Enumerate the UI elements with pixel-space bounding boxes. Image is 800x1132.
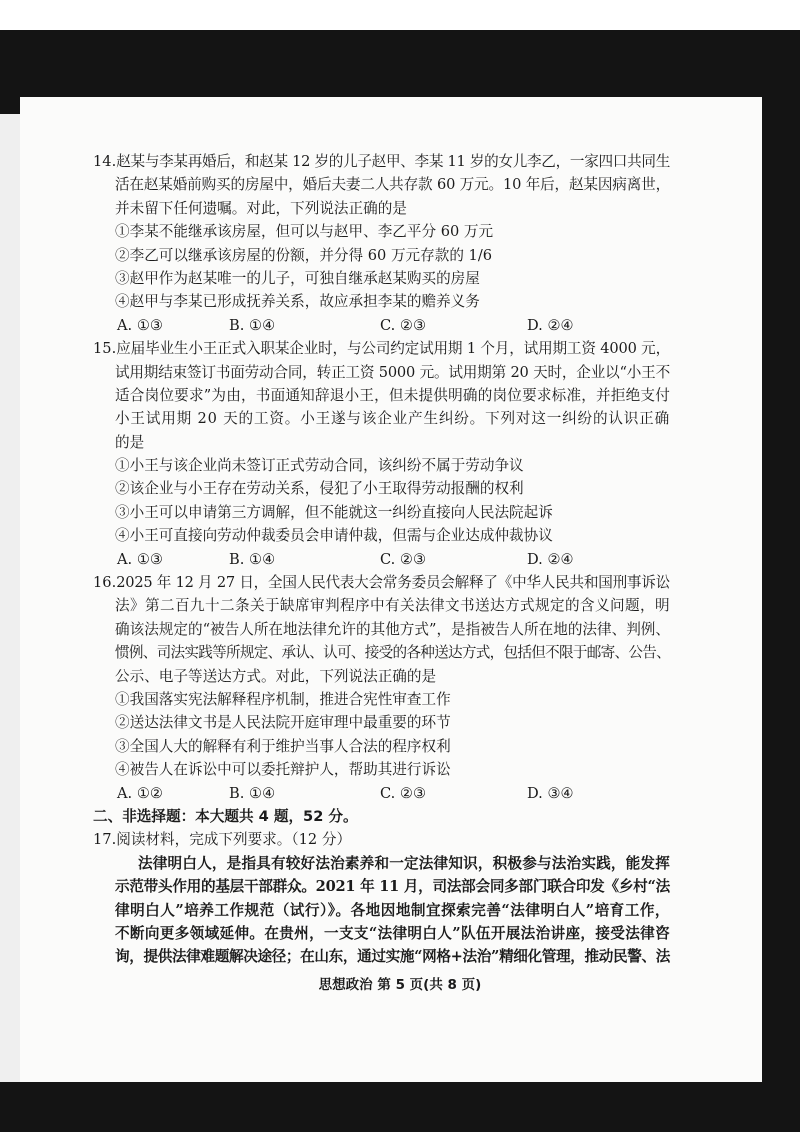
statement-text: ①李某不能继承该房屋，但可以与赵甲、李乙平分 60 万元 [115,223,494,241]
question-14 [93,150,670,337]
material-line [93,922,670,945]
statement-text: ②送达法律文书是人民法院开庭审理中最重要的环节 [115,714,451,732]
statement-text: ④小王可直接向劳动仲裁委员会申请仲裁，但需与企业达成仲裁协议 [115,527,553,545]
answer-choice-b: B. ①④ [229,550,276,568]
scan-border-right [762,30,800,1132]
answer-choices-row [93,782,670,805]
question-stem-line [93,594,670,617]
question-stem-line [93,641,670,664]
answer-choices-row [93,548,670,571]
scan-border-top [0,30,800,97]
question-stem-text: 并未留下任何遗嘱。对此，下列说法正确的是 [115,199,407,217]
material-text: 不断向更多领域延伸。在贵州，一支支“法律明白人”队伍开展法治讲座，接受法律咨 [115,924,670,942]
question-stem-text: 活在赵某婚前购买的房屋中，婚后夫妻二人共存款 60 万元。10 年后，赵某因病离世， [115,176,670,194]
question-stem-line [93,571,670,594]
question-number: 14. [93,153,117,170]
page-footer: 思想政治 第 5 页(共 8 页) [318,977,482,993]
question-15 [93,337,670,571]
material-line [93,852,670,875]
answer-choice-c: C. ②③ [380,316,427,334]
answer-choice-d: D. ②④ [527,550,574,568]
material-line [93,875,670,898]
question-stem-text: 赵某与李某再婚后，和赵某 12 岁的儿子赵甲、李某 11 岁的女儿李乙，一家四口共同生 [116,153,670,170]
statement-text: ④赵甲与李某已形成抚养关系，故应承担李某的赡养义务 [115,293,480,311]
question-number: 15. [93,340,117,358]
question-stem-text: 小王试用期 20 天的工资。小王遂与该企业产生纠纷。下列对这一纠纷的认识正确 [115,410,670,428]
material-line [93,945,670,968]
statement-text: ①我国落实宪法解释程序机制，推进合宪性审查工作 [115,690,451,708]
exam-content [93,150,670,969]
multiple-choice-questions [93,150,670,805]
material-line [93,899,670,922]
answer-choice-b: B. ①④ [229,316,276,334]
question-stem-text: 法》第二百九十二条关于缺席审判程序中有关法律文书送达方式规定的含义问题，明 [115,597,670,615]
statement-text: ②李乙可以继承该房屋的份额，并分得 60 万元存款的 1/6 [115,246,493,264]
question-stem-line [93,361,670,384]
scan-margin-left [0,114,20,1082]
question-stem-line [93,173,670,196]
statement-item [93,290,670,313]
statement-item [93,454,670,477]
material-text: 询，提供法律难题解决途径；在山东，通过实施“网格+法治”精细化管理，推动民警、法 [115,948,670,966]
material-text: 示范带头作用的基层干部群众。2021 年 11 月，司法部会同多部门联合印发《乡村“法 [115,878,670,896]
question-prompt-line [93,828,670,851]
statement-text: ②该企业与小王存在劳动关系，侵犯了小王取得劳动报酬的权利 [115,480,524,498]
section-heading: 二、非选择题：本大题共 4 题，52 分。 [93,807,358,825]
statement-text: ③赵甲作为赵某唯一的儿子，可独自继承赵某购买的房屋 [115,269,480,287]
question-prompt: 阅读材料，完成下列要求。（12 分） [116,831,352,849]
material-text: 法律明白人，是指具有较好法治素养和一定法律知识，积极参与法治实践，能发挥 [138,854,670,872]
answer-choice-b: B. ①④ [229,784,276,802]
material-text: 律明白人”培养工作规范（试行）》。各地因地制宜探索完善“法律明白人”培育工作， [115,901,670,919]
question-stem-line [93,150,670,173]
answer-choice-a: A. ①③ [117,550,163,568]
question-stem-line [93,407,670,430]
question-number: 16. [93,574,117,592]
answer-choice-a: A. ①③ [117,316,163,334]
answer-choice-a: A. ①② [117,784,163,802]
statement-item [93,688,670,711]
question-stem-line [93,337,670,360]
question-16 [93,571,670,805]
question-stem-text: 确该法规定的“被告人所在地法律允许的其他方式”，是指被告人所在地的法律、判例、 [115,620,670,638]
question-stem-line [93,618,670,641]
statement-item [93,711,670,734]
question-stem-line [93,431,670,454]
statement-item [93,244,670,267]
answer-choice-c: C. ②③ [380,784,427,802]
question-stem-text: 试用期结束签订书面劳动合同，转正工资 5000 元。试用期第 20 天时，企业以“小王不 [115,363,670,381]
statement-text: ①小王与该企业尚未签订正式劳动合同，该纠纷不属于劳动争议 [115,457,524,475]
statement-item [93,501,670,524]
question-stem-text: 公示、电子等送达方式。对此，下列说法正确的是 [115,667,437,685]
reading-material [93,852,670,969]
question-stem-text: 应届毕业生小王正式入职某企业时，与公司约定试用期 1 个月，试用期工资 4000 元， [116,340,670,358]
section-heading-line [93,805,670,828]
scan-border-left [0,30,20,114]
answer-choice-d: D. ②④ [527,316,574,334]
statement-item [93,220,670,243]
statement-text: ③小王可以申请第三方调解，但不能就这一纠纷直接向人民法院起诉 [115,503,553,521]
question-stem-text: 适合岗位要求”为由，书面通知辞退小王，但未提供明确的岗位要求标准，并拒绝支付 [115,386,670,404]
statement-text: ④被告人在诉讼中可以委托辩护人，帮助其进行诉讼 [115,761,451,779]
statement-item [93,524,670,547]
answer-choice-d: D. ③④ [527,784,574,802]
scan-border-bottom [0,1082,800,1132]
question-stem-line [93,384,670,407]
question-stem-text: 的是 [115,433,145,451]
statement-item [93,477,670,500]
statement-item [93,267,670,290]
answer-choices-row [93,314,670,337]
statement-text: ③全国人大的解释有利于维护当事人合法的程序权利 [115,737,451,755]
question-stem-line [93,197,670,220]
question-stem-line [93,665,670,688]
question-stem-text: 惯例、司法实践等所规定、承认、认可、接受的各种送达方式，包括但不限于邮寄、公告、 [115,644,670,662]
question-stem-text: 2025 年 12 月 27 日，全国人民代表大会常务委员会解释了《中华人民共和国刑事诉讼 [116,574,670,592]
answer-choice-c: C. ②③ [380,550,427,568]
statement-item [93,758,670,781]
question-17 [93,828,670,968]
question-number: 17. [93,831,117,849]
statement-item [93,735,670,758]
